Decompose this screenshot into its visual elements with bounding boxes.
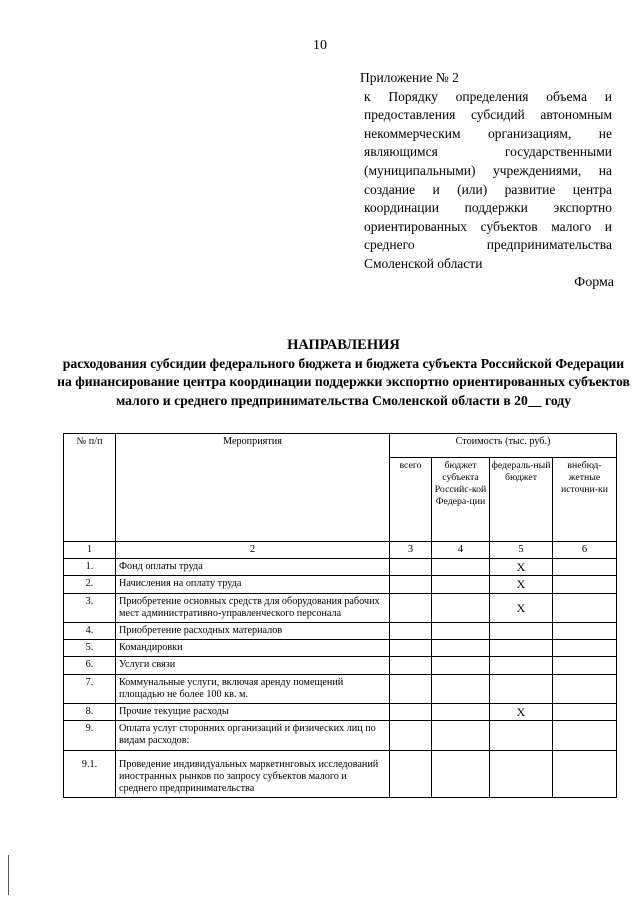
row-number: 2.: [64, 576, 116, 593]
row-number: 4.: [64, 623, 116, 640]
table-row: [64, 559, 617, 576]
column-number: 2: [116, 542, 390, 559]
row-name: Коммунальные услуги, включая аренду помещений площадью не более 100 кв. м.: [116, 674, 390, 703]
row-name: Услуги связи: [116, 657, 390, 674]
cell-subject-budget: [432, 704, 490, 721]
cell-subject-budget: [432, 657, 490, 674]
cell-federal-budget: [490, 623, 553, 640]
cell-subject-budget: [432, 623, 490, 640]
cell-federal-budget: Х: [490, 576, 553, 593]
table-row: [64, 640, 617, 657]
heading-title: НАПРАВЛЕНИЯ: [287, 337, 400, 353]
row-number: 6.: [64, 657, 116, 674]
table-row: [64, 674, 617, 703]
cell-total: [390, 623, 432, 640]
cell-subject-budget: [432, 576, 490, 593]
cell-subject-budget: [432, 721, 490, 750]
row-number: 1.: [64, 559, 116, 576]
cell-offbudget: [553, 750, 617, 798]
cell-offbudget: [553, 674, 617, 703]
row-name: Прочие текущие расходы: [116, 704, 390, 721]
cell-total: [390, 593, 432, 622]
cell-offbudget: [553, 593, 617, 622]
appendix-text: к Порядку определения объема и предоставления субсидий автономным некоммерческим организациям, не являющимся государственными (муниципальными) учреждениями, на создание и (или) развитие центра координации поддержки экспортно ориентированных субъектов малого и среднего предпринимательства Смоленской области: [364, 88, 612, 271]
header-total: всего: [390, 458, 432, 542]
appendix-block: [360, 69, 612, 274]
cell-subject-budget: [432, 674, 490, 703]
row-number: 9.: [64, 721, 116, 750]
row-name: Командировки: [116, 640, 390, 657]
cell-total: [390, 721, 432, 750]
page-number: 10: [313, 38, 327, 53]
row-name: Оплата услуг сторонних организаций и физических лиц по видам расходов:: [116, 721, 390, 750]
cell-offbudget: [553, 704, 617, 721]
cell-federal-budget: [490, 674, 553, 703]
row-number: 9.1.: [64, 750, 116, 798]
row-name: Проведение индивидуальных маркетинговых исследований иностранных рынков по запросу субъектов малого и среднего предпринимательства: [116, 750, 390, 798]
cell-federal-budget: [490, 721, 553, 750]
cell-total: [390, 657, 432, 674]
row-name: Фонд оплаты труда: [116, 559, 390, 576]
header-subject-budget: бюджет субъекта Российс-кой Федера-ции: [432, 458, 490, 542]
row-number: 8.: [64, 704, 116, 721]
table-row: [64, 593, 617, 622]
cell-federal-budget: Х: [490, 593, 553, 622]
cell-offbudget: [553, 559, 617, 576]
header-offbudget: внебюд-жетные источни-ки: [553, 458, 617, 542]
cell-total: [390, 674, 432, 703]
column-number: 1: [64, 542, 116, 559]
row-number: 5.: [64, 640, 116, 657]
cell-federal-budget: [490, 750, 553, 798]
cell-federal-budget: [490, 640, 553, 657]
appendix-title: Приложение № 2: [360, 70, 459, 85]
cell-subject-budget: [432, 750, 490, 798]
row-name: Приобретение основных средств для оборудования рабочих мест административно-управленческого персонала: [116, 593, 390, 622]
header-cost: Стоимость (тыс. руб.): [390, 434, 617, 458]
cell-total: [390, 750, 432, 798]
cell-offbudget: [553, 640, 617, 657]
cell-federal-budget: Х: [490, 559, 553, 576]
cell-subject-budget: [432, 640, 490, 657]
table-row: [64, 657, 617, 674]
table-row: [64, 750, 617, 798]
row-number: 7.: [64, 674, 116, 703]
cell-total: [390, 704, 432, 721]
header-federal-budget: федераль-ный бюджет: [490, 458, 553, 542]
heading-subtitle: расходования субсидии федерального бюджета и бюджета субъекта Российской Федерации на финансирование центра координации поддержки экспортно ориентированных субъектов малого и среднего предпринимательства Смоленской области в 20__ году: [57, 356, 630, 408]
cell-total: [390, 576, 432, 593]
column-number: 5: [490, 542, 553, 559]
row-number: 3.: [64, 593, 116, 622]
table-row: [64, 704, 617, 721]
column-number: 3: [390, 542, 432, 559]
cell-offbudget: [553, 623, 617, 640]
cell-federal-budget: [490, 657, 553, 674]
cell-total: [390, 559, 432, 576]
row-name: Приобретение расходных материалов: [116, 623, 390, 640]
cell-offbudget: [553, 657, 617, 674]
cell-federal-budget: Х: [490, 704, 553, 721]
scan-margin-line: [8, 855, 9, 895]
expenses-table: [63, 433, 617, 798]
cell-subject-budget: [432, 559, 490, 576]
document-heading: [56, 336, 631, 410]
cell-total: [390, 640, 432, 657]
table-row: [64, 623, 617, 640]
header-num: № п/п: [64, 434, 116, 542]
table-row: [64, 721, 617, 750]
column-numbers-row: [64, 542, 617, 559]
cell-offbudget: [553, 576, 617, 593]
column-number: 6: [553, 542, 617, 559]
header-events: Мероприятия: [116, 434, 390, 542]
table-row: [64, 576, 617, 593]
column-number: 4: [432, 542, 490, 559]
cell-offbudget: [553, 721, 617, 750]
cell-subject-budget: [432, 593, 490, 622]
form-label: Форма: [574, 275, 614, 290]
row-name: Начисления на оплату труда: [116, 576, 390, 593]
